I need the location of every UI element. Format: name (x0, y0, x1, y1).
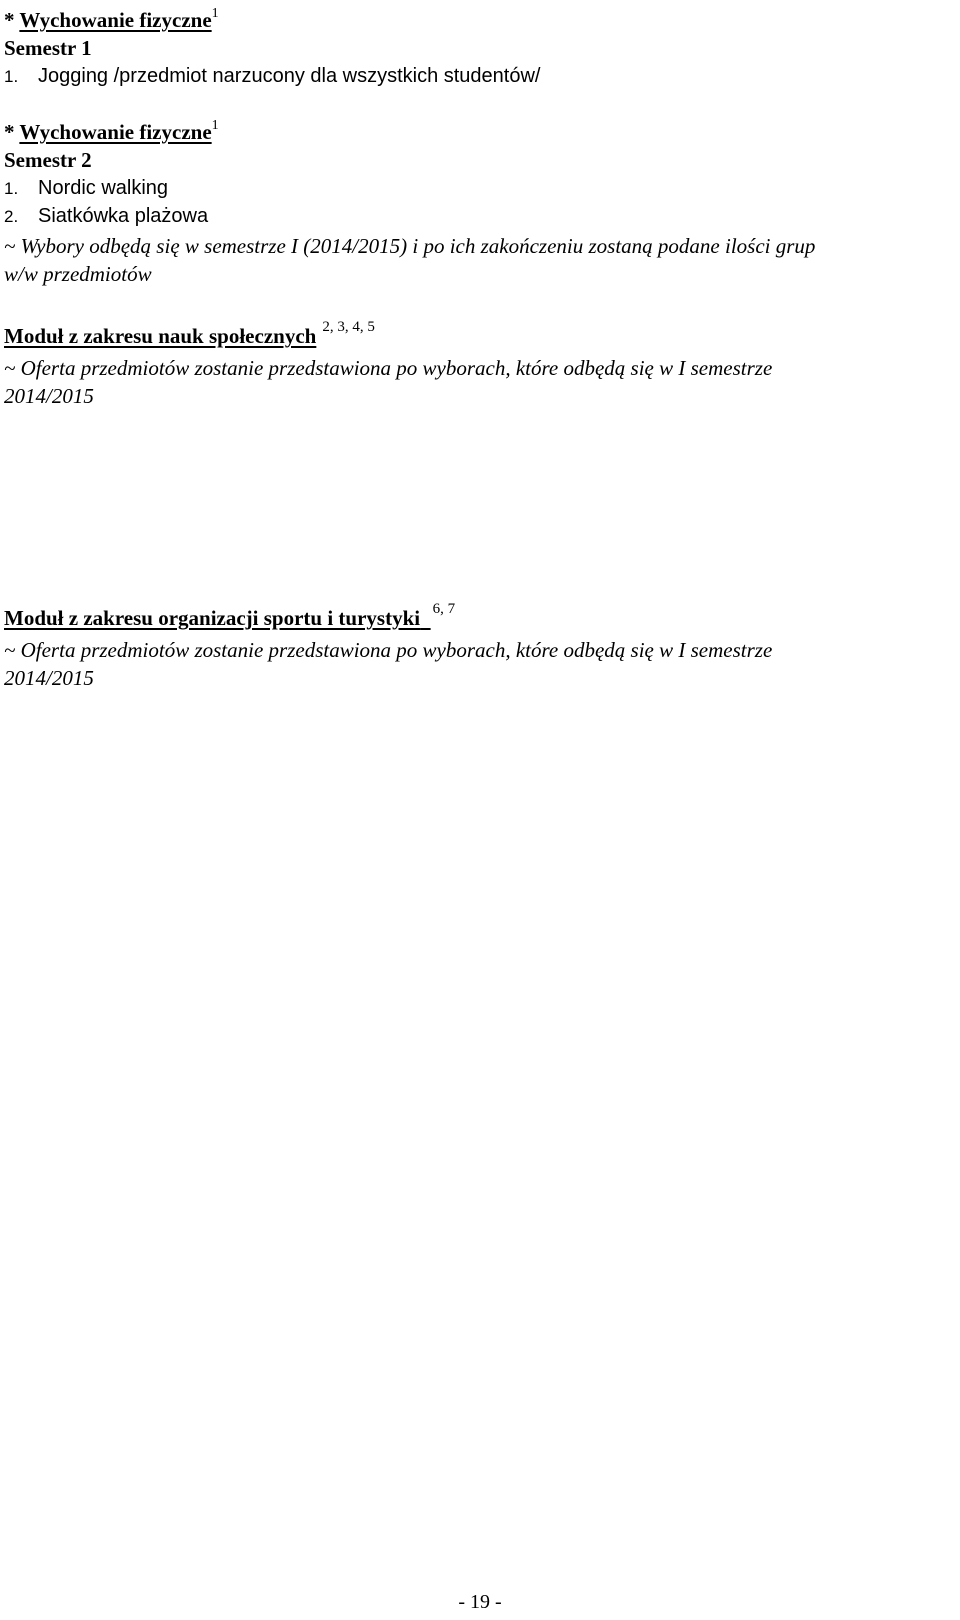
social-module-title: Moduł z zakresu nauk społecznych (4, 324, 317, 348)
pe2-note-line-2: w/w przedmiotów (4, 262, 152, 286)
semester-2-label: Semestr 2 (4, 148, 92, 172)
pe-heading-2 (4, 118, 219, 146)
sport-note-line-1: ~ Oferta przedmiotów zostanie przedstawiona po wyborach, które odbędą się w I semestrze (4, 638, 773, 662)
list-item (4, 174, 168, 203)
pe-heading-2-footnote: 1 (211, 118, 219, 133)
sport-module-underline-gap (420, 606, 431, 630)
semester-1-label: Semestr 1 (4, 36, 92, 60)
social-module-heading (4, 319, 375, 353)
list-item-number: 2. (4, 207, 19, 226)
sport-module-footnotes: 6, 7 (432, 601, 456, 617)
sport-note-line-2: 2014/2015 (4, 666, 94, 690)
page-number: - 19 - (458, 1591, 502, 1613)
sport-module-heading (4, 601, 456, 635)
list-item-text: Jogging /przedmiot narzucony dla wszystkich studentów/ (38, 65, 541, 87)
sport-module-title: Moduł z zakresu organizacji sportu i turystyki (4, 606, 421, 630)
pe-heading-1 (4, 6, 219, 34)
pe-heading-1-title: Wychowanie fizyczne (19, 8, 212, 32)
list-item-number: 1. (4, 179, 19, 198)
pe2-note-line-1: ~ Wybory odbędą się w semestrze I (2014/2015) i po ich zakończeniu zostaną podane ilości grup (4, 234, 816, 258)
social-note-line-2: 2014/2015 (4, 384, 94, 408)
list-item (4, 62, 540, 91)
list-item-number: 1. (4, 67, 19, 86)
pe-heading-2-title: Wychowanie fizyczne (19, 120, 212, 144)
list-item-text: Nordic walking (38, 177, 169, 199)
list-item (4, 202, 208, 231)
pe-heading-2-prefix: * (4, 120, 20, 144)
list-item-text: Siatkówka plażowa (38, 205, 209, 227)
social-note-line-1: ~ Oferta przedmiotów zostanie przedstawiona po wyborach, które odbędą się w I semestrze (4, 356, 773, 380)
pe-heading-1-footnote: 1 (211, 6, 219, 21)
pe-heading-1-prefix: * (4, 8, 20, 32)
social-module-footnotes: 2, 3, 4, 5 (322, 319, 375, 335)
